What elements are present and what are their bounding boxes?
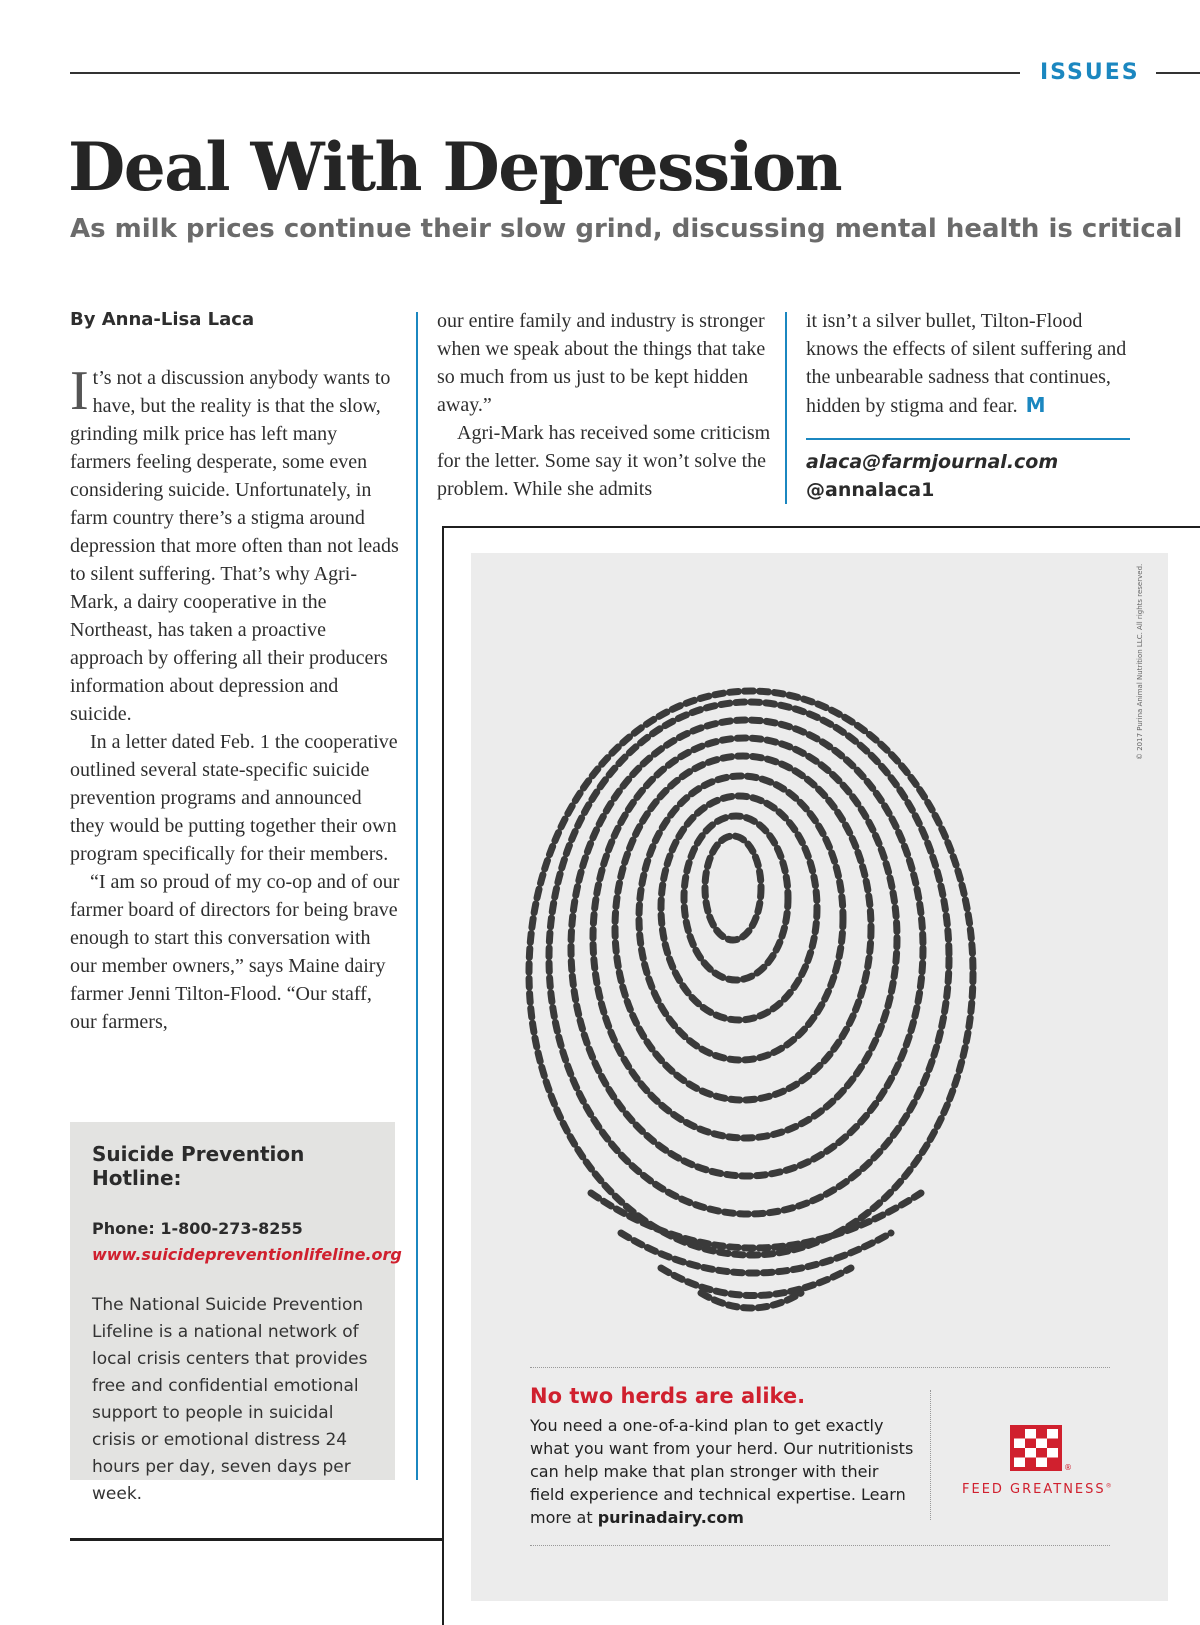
tagline-registered-mark: ® [1105, 1482, 1114, 1490]
end-mark: M [1025, 393, 1046, 417]
logo-registered-mark: ® [1064, 1463, 1072, 1472]
article-column-3 [806, 307, 1136, 420]
article-headline: Deal With Depression [68, 128, 842, 206]
drop-cap: I [70, 360, 89, 422]
paragraph: “I am so proud of my co-op and of our farmer board of directors for being brave enough to start this conversation with our member owners,” says Maine dairy farmer Jenni Tilton-Flood. “Our staff, our farmers, [70, 871, 400, 1033]
paragraph-text: t’s not a discussion anybody wants to have, but the reality is that the slow, grinding milk price has left many farmers feeling desperate, some even considering suicide. Unfortunately, in farm country there’s a stigma around depression that more often than not leads to silent suffering. That’s why Agri-Mark, a dairy cooperative in the Northeast, has taken a proactive approach by offering all their producers information about depression and suicide. [70, 367, 399, 725]
paragraph-text: it isn’t a silver bullet, Tilton-Flood knows the effects of silent suffering and the unbearable sadness that continues, hidden by stigma and fear. [806, 310, 1127, 417]
column-divider [416, 312, 418, 1480]
ad-link[interactable]: purinadairy.com [597, 1508, 744, 1527]
header-rule-right [1156, 72, 1200, 74]
byline: By Anna-Lisa Laca [70, 309, 255, 330]
ad-tagline [962, 1482, 1114, 1497]
ad-tagline-text: FEED GREATNESS [962, 1482, 1106, 1497]
sidebar-description: The National Suicide Prevention Lifeline is a national network of local crisis centers that provides free and confidential emotional support to people in suicidal crisis or emotional distress 24 hours per day, seven days per week. [92, 1295, 368, 1504]
ad-body [530, 1414, 915, 1529]
paragraph: In a letter dated Feb. 1 the cooperative outlined several state-specific suicide prevention programs and announced they would be putting together their own program specifically for their members. [70, 731, 398, 865]
hotline-sidebar [70, 1122, 402, 1504]
ad-frame [442, 526, 1200, 528]
column-divider [785, 312, 787, 504]
author-email[interactable]: alaca@farmjournal.com [806, 451, 1059, 473]
article-dek: As milk prices continue their slow grind, discussing mental health is critical [70, 214, 1183, 244]
article-column-2 [437, 307, 772, 503]
sidebar-title: Suicide Prevention Hotline: [92, 1142, 305, 1190]
purina-checkerboard-logo [1010, 1425, 1062, 1471]
ad-body-text: You need a one-of-a-kind plan to get exactly what you want from your herd. Our nutritionists can help make that plan stronger with their field experience and technical expertise. Learn more at [530, 1416, 914, 1527]
ad-divider [930, 1390, 931, 1520]
paragraph [70, 360, 400, 728]
page-bottom-rule [70, 1538, 443, 1541]
author-contact [806, 448, 1058, 504]
ad-divider [530, 1545, 1110, 1546]
ad-frame [442, 526, 444, 1625]
contact-rule [806, 438, 1130, 440]
ad-copyright: © 2017 Purina Animal Nutrition LLC. All rights reserved. [1136, 563, 1144, 760]
paragraph: our entire family and industry is stronger when we speak about the things that take so much from us just to be kept hidden away.” [437, 310, 766, 416]
hotline-url[interactable]: www.suicidepreventionlifeline.org [92, 1245, 402, 1264]
paragraph [806, 307, 1136, 420]
hotline-phone: Phone: 1-800-273-8255 [92, 1219, 303, 1238]
article-column-1 [70, 360, 400, 1036]
section-label: ISSUES [1040, 60, 1140, 85]
ad-headline: No two herds are alike. [530, 1384, 806, 1408]
author-handle[interactable]: @annalaca1 [806, 479, 935, 501]
paragraph: Agri-Mark has received some criticism for the letter. Some say it won’t solve the problem. While she admits [437, 422, 771, 500]
ad-divider [530, 1367, 1110, 1368]
header-rule [70, 72, 1020, 74]
